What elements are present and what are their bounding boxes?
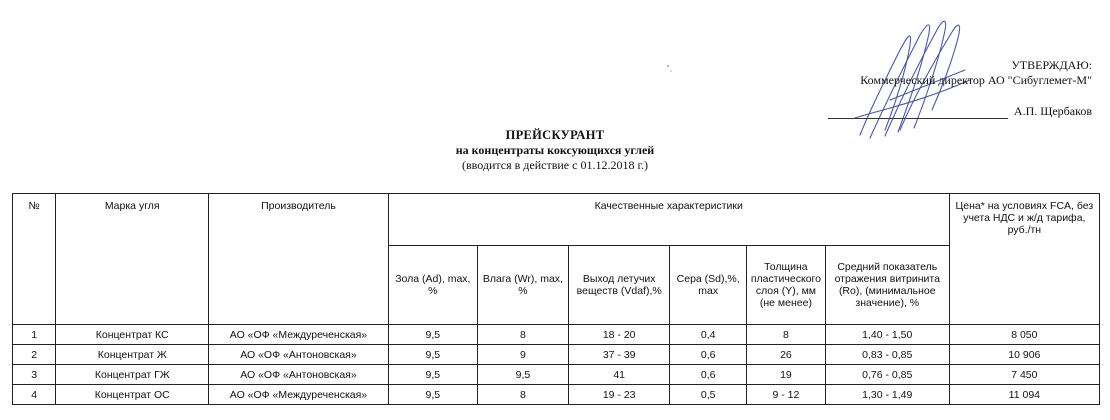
table-row <box>13 365 1100 385</box>
header-sulfur: Сера (Sd),%, max <box>670 246 747 325</box>
cell-volatile: 18 - 20 <box>569 325 670 345</box>
cell-moisture: 9 <box>477 345 568 365</box>
approval-position: Коммерческий директор АО "Сибуглемет-М" <box>860 73 1092 87</box>
header-volatile: Выход летучих веществ (Vdaf),% <box>569 246 670 325</box>
cell-sulfur: 0,6 <box>670 345 747 365</box>
cell-vitrinite: 1,40 - 1,50 <box>825 325 949 345</box>
cell-vitrinite: 0,76 - 0,85 <box>825 365 949 385</box>
header-vitrinite: Средний показатель отражения витринита (Ro), (минимальное значение), % <box>825 246 949 325</box>
cell-mark: Концентрат Ж <box>56 345 209 365</box>
document-title: ПРЕЙСКУРАНТ <box>505 128 605 142</box>
cell-price: 11 094 <box>949 385 1099 405</box>
cell-producer: АО «ОФ «Междуреченская» <box>209 325 389 345</box>
cell-sulfur: 0,5 <box>670 385 747 405</box>
cell-plastic: 8 <box>746 325 825 345</box>
cell-producer: АО «ОФ «Антоновская» <box>209 365 389 385</box>
header-producer: Производитель <box>209 194 389 325</box>
table-row <box>13 325 1100 345</box>
cell-ash: 9,5 <box>388 385 477 405</box>
cell-no: 4 <box>13 385 56 405</box>
cell-plastic: 26 <box>746 345 825 365</box>
table-row <box>13 345 1100 365</box>
cell-ash: 9,5 <box>388 325 477 345</box>
header-plastic: Толщина пластического слоя (Y), мм (не менее) <box>746 246 825 325</box>
header-no: № <box>13 194 56 325</box>
approval-heading: УТВЕРЖДАЮ: <box>1011 58 1092 72</box>
cell-volatile: 19 - 23 <box>569 385 670 405</box>
cell-ash: 9,5 <box>388 345 477 365</box>
scan-specks <box>665 62 677 80</box>
cell-no: 3 <box>13 365 56 385</box>
header-ash: Зола (Ad), max, % <box>388 246 477 325</box>
cell-producer: АО «ОФ «Междуреченская» <box>209 385 389 405</box>
table-row <box>13 385 1100 405</box>
cell-vitrinite: 0,83 - 0,85 <box>825 345 949 365</box>
cell-price: 10 906 <box>949 345 1099 365</box>
cell-ash: 9,5 <box>388 365 477 385</box>
cell-volatile: 41 <box>569 365 670 385</box>
header-price: Цена* на условиях FCA, без учета НДС и ж/д тарифа, руб./тн <box>949 194 1099 325</box>
cell-moisture: 8 <box>477 385 568 405</box>
document-title-block <box>0 128 1110 173</box>
approval-block <box>792 58 1092 119</box>
cell-volatile: 37 - 39 <box>569 345 670 365</box>
effective-date: (вводится в действие с 01.12.2018 г.) <box>461 158 649 172</box>
cell-mark: Концентрат КС <box>56 325 209 345</box>
header-mark: Марка угля <box>56 194 209 325</box>
cell-plastic: 9 - 12 <box>746 385 825 405</box>
approval-signer: А.П. Щербаков <box>1013 104 1092 118</box>
cell-moisture: 8 <box>477 325 568 345</box>
cell-plastic: 19 <box>746 365 825 385</box>
cell-price: 7 450 <box>949 365 1099 385</box>
cell-sulfur: 0,4 <box>670 325 747 345</box>
cell-moisture: 9,5 <box>477 365 568 385</box>
header-quality: Качественные характеристики <box>388 194 949 246</box>
cell-no: 1 <box>13 325 56 345</box>
cell-no: 2 <box>13 345 56 365</box>
cell-vitrinite: 1,30 - 1,49 <box>825 385 949 405</box>
document-subtitle: на концентраты коксующихся углей <box>455 143 655 157</box>
cell-mark: Концентрат ОС <box>56 385 209 405</box>
cell-mark: Концентрат ГЖ <box>56 365 209 385</box>
signature-underline <box>828 117 1008 119</box>
signature-line <box>792 104 1092 119</box>
cell-sulfur: 0,6 <box>670 365 747 385</box>
cell-price: 8 050 <box>949 325 1099 345</box>
header-moisture: Влага (Wr), max, % <box>477 246 568 325</box>
price-table <box>12 193 1100 405</box>
cell-producer: АО «ОФ «Антоновская» <box>209 345 389 365</box>
